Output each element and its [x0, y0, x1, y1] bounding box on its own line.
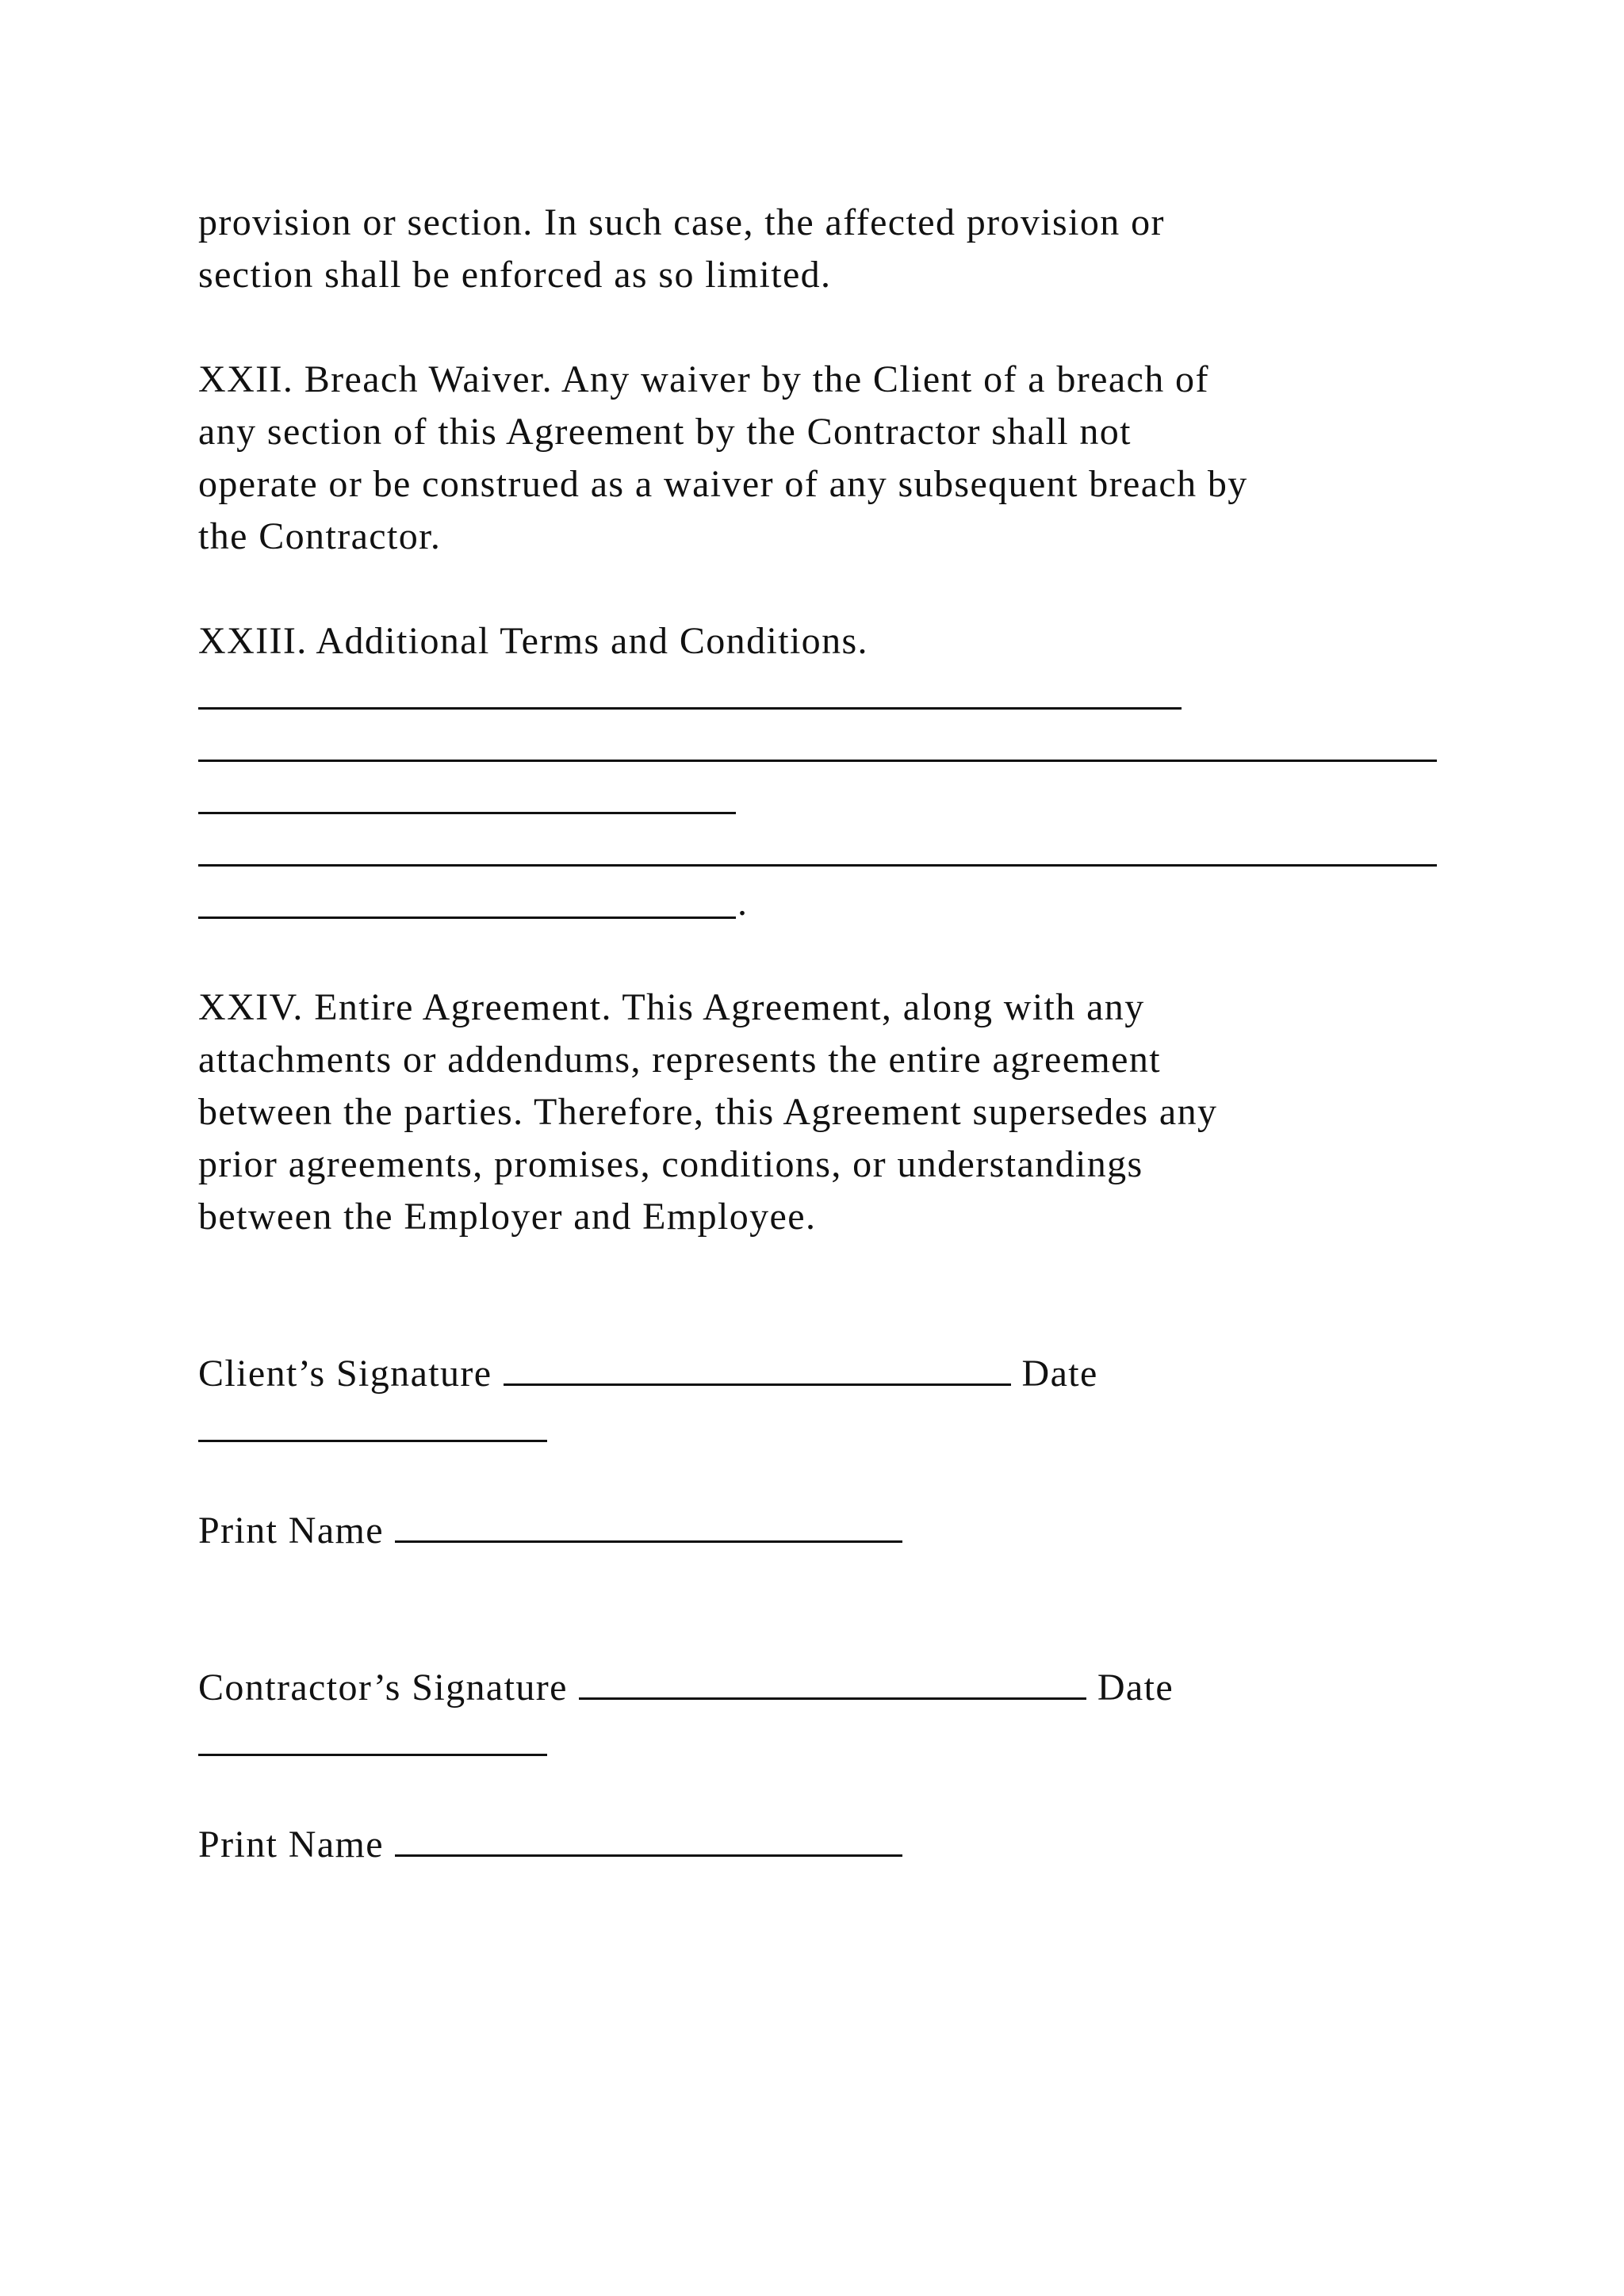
contractor-signature-line	[198, 1662, 1467, 1714]
breach-waiver-line-3: operate or be construed as a waiver of any subsequent breach by	[198, 463, 1248, 505]
severability-line-1: provision or section. In such case, the affected provision or	[198, 201, 1165, 243]
entire-agreement-line-5: between the Employer and Employee.	[198, 1196, 817, 1238]
additional-terms-blank-4	[198, 825, 1467, 877]
entire-agreement-line-3: between the parties. Therefore, this Agreement supersedes any	[198, 1091, 1218, 1133]
client-date-blank	[198, 1400, 1467, 1452]
additional-terms-blank-2	[198, 720, 1467, 772]
additional-terms-blank-5	[198, 877, 1467, 929]
breach-waiver-line-4: the Contractor.	[198, 515, 442, 557]
client-date-label: Date	[1021, 1353, 1098, 1395]
entire-agreement-line-4: prior agreements, promises, conditions, or understandings	[198, 1143, 1143, 1185]
additional-terms-heading: XXIII. Additional Terms and Conditions.	[198, 620, 868, 662]
client-print-name-label: Print Name	[198, 1510, 384, 1552]
client-signature-blank	[504, 1383, 1011, 1386]
entire-agreement-line-2: attachments or addendums, represents the entire agreement	[198, 1039, 1162, 1081]
client-print-name-blank	[395, 1540, 902, 1543]
contractor-print-name-line	[198, 1819, 1467, 1871]
contractor-print-name-label: Print Name	[198, 1823, 384, 1866]
contractor-date-label: Date	[1097, 1667, 1174, 1709]
breach-waiver-line-1: XXII. Breach Waiver. Any waiver by the Client of a breach of	[198, 358, 1209, 400]
contractor-signature-blank	[579, 1697, 1086, 1700]
client-signature-line	[198, 1348, 1467, 1400]
entire-agreement-line-1: XXIV. Entire Agreement. This Agreement, along with any	[198, 986, 1145, 1028]
contractor-print-name-blank	[395, 1854, 902, 1857]
contractor-signature-label: Contractor’s Signature	[198, 1667, 568, 1709]
breach-waiver-line-2: any section of this Agreement by the Contractor shall not	[198, 411, 1132, 453]
additional-terms-blank-3	[198, 772, 1467, 825]
additional-terms-period: .	[737, 882, 749, 924]
client-print-name-line	[198, 1505, 1467, 1557]
client-signature-label: Client’s Signature	[198, 1353, 492, 1395]
document-body	[198, 197, 1467, 1871]
additional-terms-blank-1	[198, 668, 1467, 720]
contractor-date-blank	[198, 1714, 1467, 1766]
severability-line-2: section shall be enforced as so limited.	[198, 254, 832, 296]
